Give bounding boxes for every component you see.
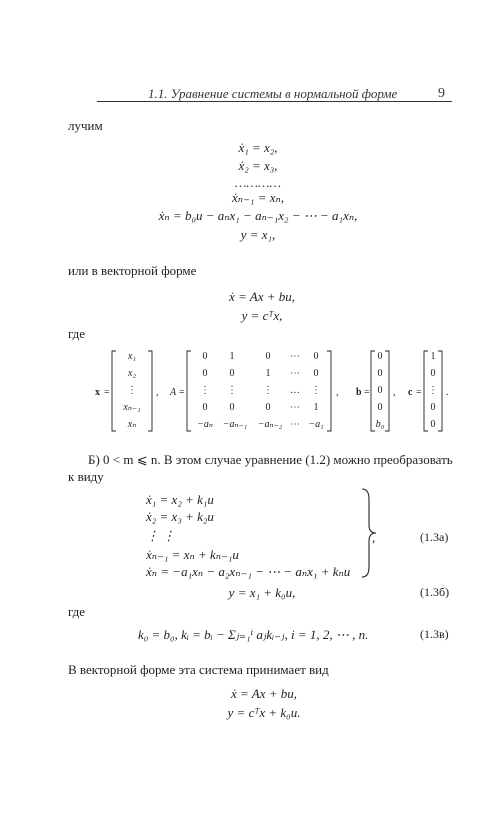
system1-eq2: ẋ₂ = x₃, [238,158,278,173]
x-vector-2: x₂ [128,368,136,379]
A-r3c3: ⋮ [263,385,273,396]
eq-number-1-3a: (1.3а) [420,530,449,544]
svg-text:=: = [364,387,370,398]
system2-output: y = x₁ + k₀u, [228,585,296,600]
vector-form-sentence: В векторной форме эта система принимает вид [68,662,329,677]
b-vector-2: 0 [377,368,383,379]
eq-number-1-3v: (1.3в) [420,627,449,641]
c-label: c [408,387,413,398]
A-r3c2: ⋮ [227,385,237,396]
x-label: x [95,387,100,398]
case-b-line1: Б) 0 < m ⩽ n. В этом случае уравнение (1.2) можно преобразовать [88,452,453,467]
A-r5c4: ⋯ [290,419,300,430]
vector-eq2: y = cᵀx, [241,308,283,323]
svg-text:=: = [104,387,110,398]
system2-dots: ⋮ ⋮ [146,528,176,543]
intro-word: лучим [68,118,103,133]
A-r4c3: 0 [265,402,271,413]
A-r2c5: 0 [313,368,319,379]
c-vector-1: 1 [430,351,436,362]
b-label: b [356,387,362,398]
right-brace [360,487,380,579]
x-vector-5: xₙ [127,419,137,430]
A-r1c1: 0 [202,351,208,362]
A-r5c3: −aₙ₋₂ [257,419,283,430]
A-r2c1: 0 [202,368,208,379]
c-vector-5: 0 [430,419,436,430]
c-vector-4: 0 [430,402,436,413]
A-r3c4: … [290,385,300,396]
where-label-2: где [68,604,86,619]
A-r1c4: ⋯ [290,351,300,362]
A-r1c5: 0 [313,351,319,362]
k-formula: k₀ = b₀, kᵢ = bᵢ − Σⱼ₌₁ⁱ aⱼkᵢ₋ⱼ, i = 1, 2, ⋯ , n. [138,627,369,642]
system1-eq3: ẋₙ₋₁ = xₙ, [232,190,284,205]
A-r4c5: 1 [313,402,319,413]
eq-number-1-3b: (1.3б) [420,585,450,599]
vector-form-label: или в векторной форме [68,263,197,278]
vector-eq1: ẋ = Ax + bu, [228,289,296,304]
x-vector-4: xₙ₋₁ [123,402,141,413]
b-vector-4: 0 [377,402,383,413]
A-r5c2: −aₙ₋₁ [222,419,248,430]
A-r1c3: 0 [265,351,271,362]
svg-text:=: = [416,387,422,398]
A-r2c3: 1 [265,368,271,379]
system2-eq2: ẋ₂ = x₃ + k₂u [146,509,214,524]
header-rule [97,101,452,102]
A-label: A [170,387,177,398]
x-vector-3: ⋮ [127,385,137,396]
c-vector-3: ⋮ [428,385,438,396]
page-header [0,0,500,110]
page-number: 9 [438,86,445,101]
system2-eq4: ẋₙ = −a₁xₙ − a₂xₙ₋₁ − ⋯ − aₙx₁ + kₙu [146,564,351,579]
svg-text:=: = [179,387,185,398]
where-label-1: где [68,326,86,341]
svg-text:,: , [336,387,339,398]
system1-eq4: ẋₙ = b₀u − aₙx₁ − aₙ₋₁x₂ − ⋯ − a₁xₙ, [158,208,358,223]
A-r1c2: 1 [229,351,235,362]
system1-eq1: ẋ₁ = x₂, [238,140,278,155]
svg-text:.: . [446,387,449,398]
b-vector-5: b₀ [375,419,385,430]
A-r3c1: ⋮ [200,385,210,396]
svg-text:,: , [393,387,396,398]
A-r3c5: ⋮ [311,385,321,396]
b-vector-3: 0 [377,385,383,396]
A-r5c5: −a₁ [308,419,324,430]
x-vector-1: x₁ [128,351,136,362]
matrix-definitions [90,345,470,435]
case-b-line2: к виду [68,469,104,484]
vector2-eq2: y = cᵀx + k₀u. [227,705,301,720]
A-r4c2: 0 [229,402,235,413]
svg-text:,: , [156,387,159,398]
c-vector-2: 0 [430,368,436,379]
A-r4c1: 0 [202,402,208,413]
system1-eq5: y = x₁, [240,227,276,242]
vector2-eq1: ẋ = Ax + bu, [230,686,298,701]
A-r4c4: ⋯ [290,402,300,413]
b-vector-1: 0 [377,351,383,362]
A-r5c1: −aₙ [197,419,213,430]
system2-eq1: ẋ₁ = x₂ + k₁u [146,492,214,507]
A-r2c2: 0 [229,368,235,379]
A-r2c4: ⋯ [290,368,300,379]
system2-eq3: ẋₙ₋₁ = xₙ + kₙ₋₁u [146,547,239,562]
system1-dots: ………… [234,175,282,190]
running-title: 1.1. Уравнение системы в нормальной форме [148,86,398,101]
